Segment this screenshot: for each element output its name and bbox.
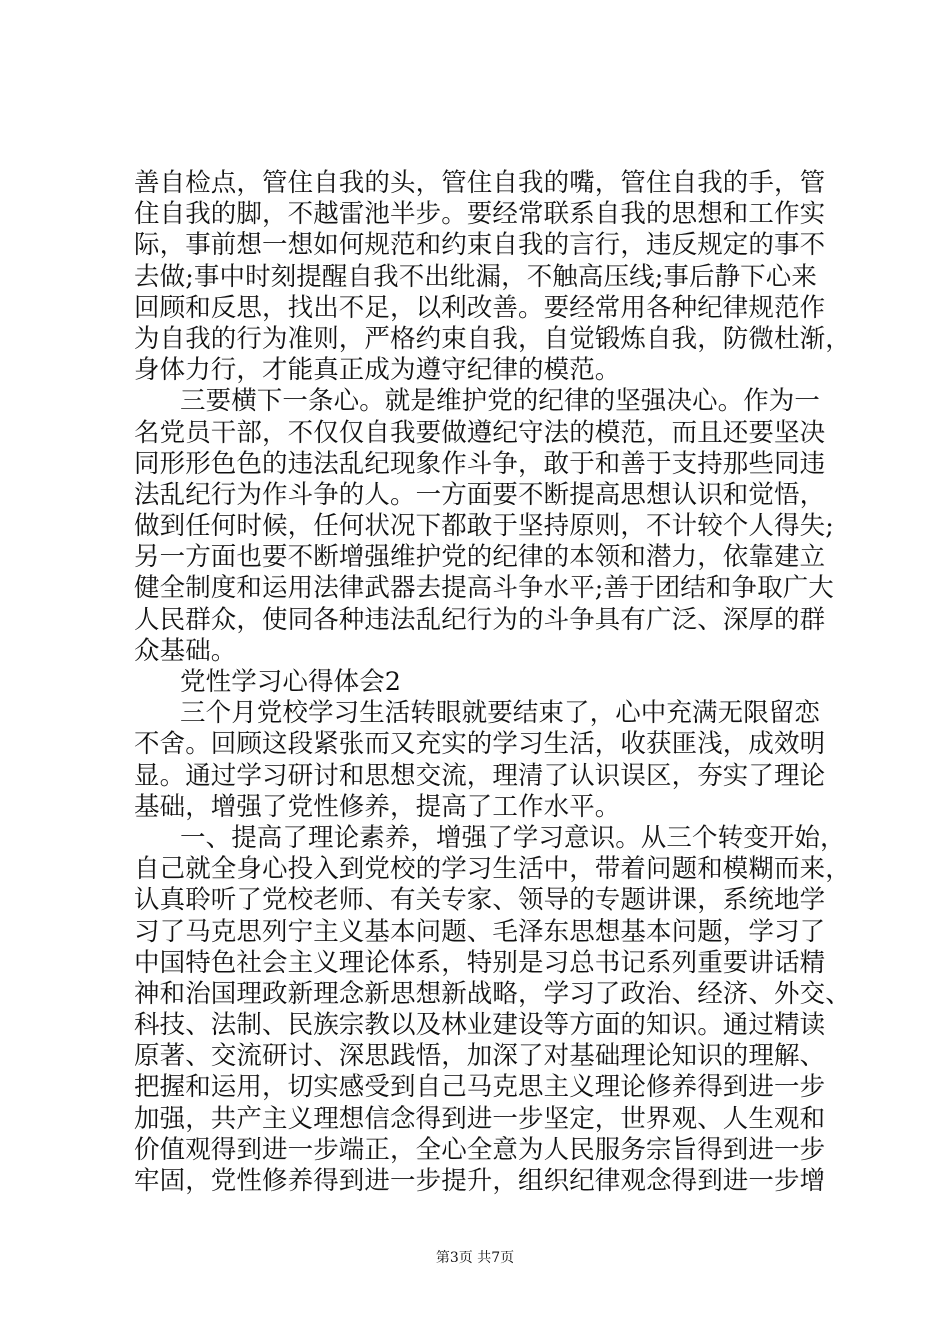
text-line: 际，事前想一想如何规范和约束自我的言行，违反规定的事不: [134, 230, 826, 261]
text-line: 名党员干部，不仅仅自我要做遵纪守法的模范，而且还要坚决: [134, 417, 826, 448]
text-line: 牢固，党性修养得到进一步提升，组织纪律观念得到进一步增: [134, 1166, 826, 1196]
text-line: 回顾和反思，找出不足，以利改善。要经常用各种纪律规范作: [134, 292, 826, 323]
text-line: 做到任何时候，任何状况下都敢于坚持原则，不计较个人得失;: [134, 511, 834, 542]
text-line: 众基础。: [134, 635, 237, 666]
text-line: 自己就全身心投入到党校的学习生活中，带着问题和模糊而来，: [134, 854, 851, 885]
text-line: 法乱纪行为作斗争的人。一方面要不断提高思想认识和觉悟，: [134, 479, 826, 510]
text-line: 显。通过学习研讨和思想交流，理清了认识误区，夯实了理论: [134, 760, 826, 791]
text-line: 中国特色社会主义理论体系，特别是习总书记系列重要讲话精: [134, 947, 826, 978]
text-line: 健全制度和运用法律武器去提高斗争水平;善于团结和争取广大: [134, 573, 834, 604]
text-line: 把握和运用，切实感受到自己马克思主义理论修养得到进一步: [134, 1072, 826, 1103]
text-line: 价值观得到进一步端正，全心全意为人民服务宗旨得到进一步: [134, 1134, 826, 1165]
text-line: 同形形色色的违法乱纪现象作斗争，敢于和善于支持那些同违: [134, 448, 826, 479]
text-line: 人民群众，使同各种违法乱纪行为的斗争具有广泛、深厚的群: [134, 604, 826, 635]
text-line: 加强，共产主义理想信念得到进一步坚定，世界观、人生观和: [134, 1103, 826, 1134]
text-line: 三要横下一条心。就是维护党的纪律的坚强决心。作为一: [180, 386, 821, 417]
text-line: 三个月党校学习生活转眼就要结束了，心中充满无限留恋: [180, 698, 821, 729]
text-line: 去做;事中时刻提醒自我不出纰漏，不触高压线;事后静下心来: [134, 261, 817, 292]
text-line: 另一方面也要不断增强维护党的纪律的本领和潜力，依靠建立: [134, 542, 826, 573]
document-body: [134, 168, 851, 1197]
text-line: 原著、交流研讨、深思践悟，加深了对基础理论知识的理解、: [134, 1041, 826, 1072]
page-footer: 第3页 共7页: [435, 1250, 515, 1266]
text-line: 一、提高了理论素养，增强了学习意识。从三个转变开始，: [180, 822, 846, 853]
text-line: 党性学习心得体会2: [180, 667, 402, 697]
text-line: 为自我的行为准则，严格约束自我，自觉锻炼自我，防微杜渐，: [134, 323, 851, 354]
text-line: 基础，增强了党性修养，提高了工作水平。: [134, 791, 621, 822]
text-line: 身体力行，才能真正成为遵守纪律的模范。: [134, 355, 621, 386]
text-line: 科技、法制、民族宗教以及林业建设等方面的知识。通过精读: [134, 1010, 826, 1041]
text-line: 认真聆听了党校老师、有关专家、领导的专题讲课，系统地学: [134, 885, 826, 916]
text-line: 不舍。回顾这段紧张而又充实的学习生活，收获匪浅，成效明: [134, 729, 826, 760]
text-line: 善自检点，管住自我的头，管住自我的嘴，管住自我的手，管: [134, 168, 826, 198]
text-line: 神和治国理政新理念新思想新战略，学习了政治、经济、外交、: [134, 978, 851, 1009]
text-line: 习了马克思列宁主义基本问题、毛泽东思想基本问题，学习了: [134, 916, 826, 947]
text-line: 住自我的脚，不越雷池半步。要经常联系自我的思想和工作实: [134, 199, 826, 230]
